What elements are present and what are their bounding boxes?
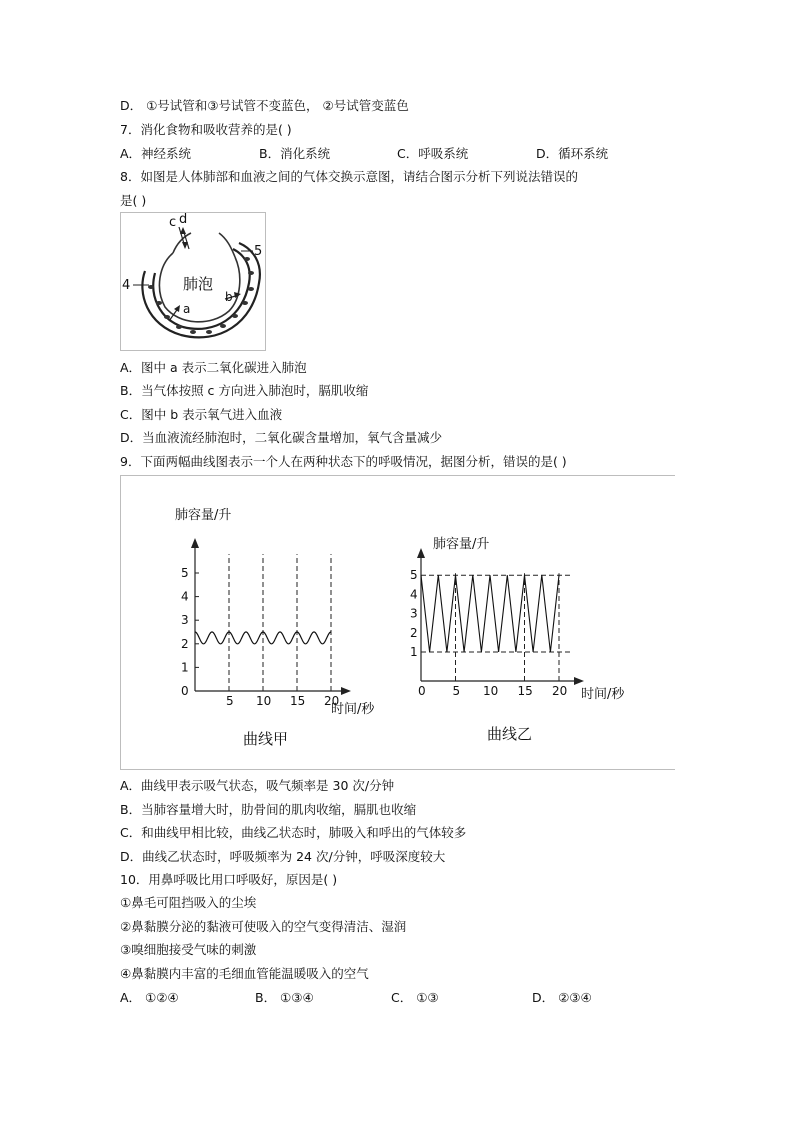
q10-item-1: ①鼻毛可阻挡吸入的尘埃 [120,895,257,910]
q10-item-2: ②鼻黏膜分泌的黏液可使吸入的空气变得清洁、湿润 [120,919,407,934]
chart-yi-xtick-label: 5 [452,684,461,698]
q8-stem-line1: 8．如图是人体肺部和血液之间的气体交换示意图，请结合图示分析下列说法错误的 [120,169,578,184]
q7-option-d: D．循环系统 [536,146,609,161]
airway-right [219,233,235,257]
chart-jia-y-arrow [191,538,199,548]
chart-yi-y-arrow [417,548,425,558]
chart-yi-ytick-label: 4 [410,587,418,602]
chart-yi-xtick-label: 20 [552,684,568,698]
chart-yi-ytick-label: 2 [410,625,418,640]
chart-yi-xtick-label: 15 [517,684,533,698]
breathing-curves-svg [121,476,675,769]
q8-option-b: B．当气体按照 c 方向进入肺泡时，膈肌收缩 [120,383,369,398]
chart-jia-xtick-label: 20 [324,694,340,708]
label-a: a [183,302,191,316]
q10-option-b: B． ①③④ [255,990,314,1005]
q10-item-4: ④鼻黏膜内丰富的毛细血管能温暖吸入的空气 [120,966,369,981]
chart-jia-title: 曲线甲 [243,730,289,748]
q9-option-a: A．曲线甲表示吸气状态，吸气频率是 30 次/分钟 [120,778,395,793]
q6-option-d: D． ①号试管和③号试管不变蓝色， ②号试管变蓝色 [120,98,409,113]
chart-jia-ytick-label: 0 [181,684,189,698]
q10-option-d: D． ②③④ [532,990,592,1005]
alveolus-diagram [121,213,265,350]
q8-option-d: D．当血液流经肺泡时，二氧化碳含量增加，氧气含量减少 [120,430,443,445]
q9-stem: 9．下面两幅曲线图表示一个人在两种状态下的呼吸情况，据图分析，错误的是( ) [120,454,567,469]
label-alveolus: 肺泡 [183,275,214,293]
q7-stem: 7．消化食物和吸收营养的是( ) [120,122,292,137]
chart-yi-ytick-label: 5 [410,568,418,583]
label-d: d [179,213,188,227]
q10-item-3: ③嗅细胞接受气味的刺激 [120,942,257,957]
q7-option-a: A．神经系统 [120,146,192,161]
chart-yi-x-arrow [574,677,584,685]
alveolus-figure [120,212,266,351]
chart-jia-ytick-label: 4 [181,589,189,604]
chart-jia-ytick-label: 2 [181,636,189,651]
chart-yi-ytick-label: 3 [410,606,418,621]
chart-yi-xtick-label: 0 [418,684,426,698]
q8-stem-line2: 是( ) [120,193,147,208]
chart-jia-ylabel: 肺容量/升 [175,508,232,523]
chart-yi-ylabel: 肺容量/升 [433,537,490,552]
chart-jia-xtick-label: 5 [226,694,234,708]
q8-option-c: C．图中 b 表示氧气进入血液 [120,407,283,422]
label-c: c [169,215,177,230]
q10-option-c: C． ①③ [391,990,439,1005]
q7-option-c: C．呼吸系统 [397,146,469,161]
q7-option-b: B．消化系统 [259,146,331,161]
chart-jia-xtick-label: 10 [256,694,272,708]
label-b: b [225,290,233,304]
chart-yi-xlabel: 时间/秒 [581,687,625,702]
chart-yi-xtick-label: 10 [483,684,499,698]
chart-jia-ytick-label: 5 [181,566,189,580]
q9-option-b: B．当肺容量增大时，肋骨间的肌肉收缩，膈肌也收缩 [120,802,417,817]
chart-jia-xtick-label: 15 [290,694,306,708]
q10-option-a: A． ①②④ [120,990,179,1005]
chart-yi-title: 曲线乙 [487,725,533,743]
chart-yi-series-line [421,575,559,652]
chart-jia-ytick-label: 3 [181,613,189,628]
chart-jia-ytick-label: 1 [181,660,189,675]
label-4: 4 [122,278,131,293]
label-5: 5 [254,244,263,259]
q9-option-d: D．曲线乙状态时，呼吸频率为 24 次/分钟，呼吸深度较大 [120,849,446,864]
q10-stem: 10．用鼻呼吸比用口呼吸好，原因是( ) [120,872,338,887]
chart-yi [410,536,625,743]
arrow-a-head [174,305,180,312]
chart-jia [175,507,375,748]
arrow-c-head [182,242,188,249]
chart-yi-ytick-label: 1 [410,645,418,659]
q8-option-a: A．图中 a 表示二氧化碳进入肺泡 [120,360,307,375]
arrow-d-head [180,227,186,234]
q9-option-c: C．和曲线甲相比较，曲线乙状态时，肺吸入和呼出的气体较多 [120,825,467,840]
chart-jia-x-arrow [341,687,351,695]
chart-jia-xlabel: 时间/秒 [331,702,375,717]
breathing-curves-figure [120,475,675,770]
